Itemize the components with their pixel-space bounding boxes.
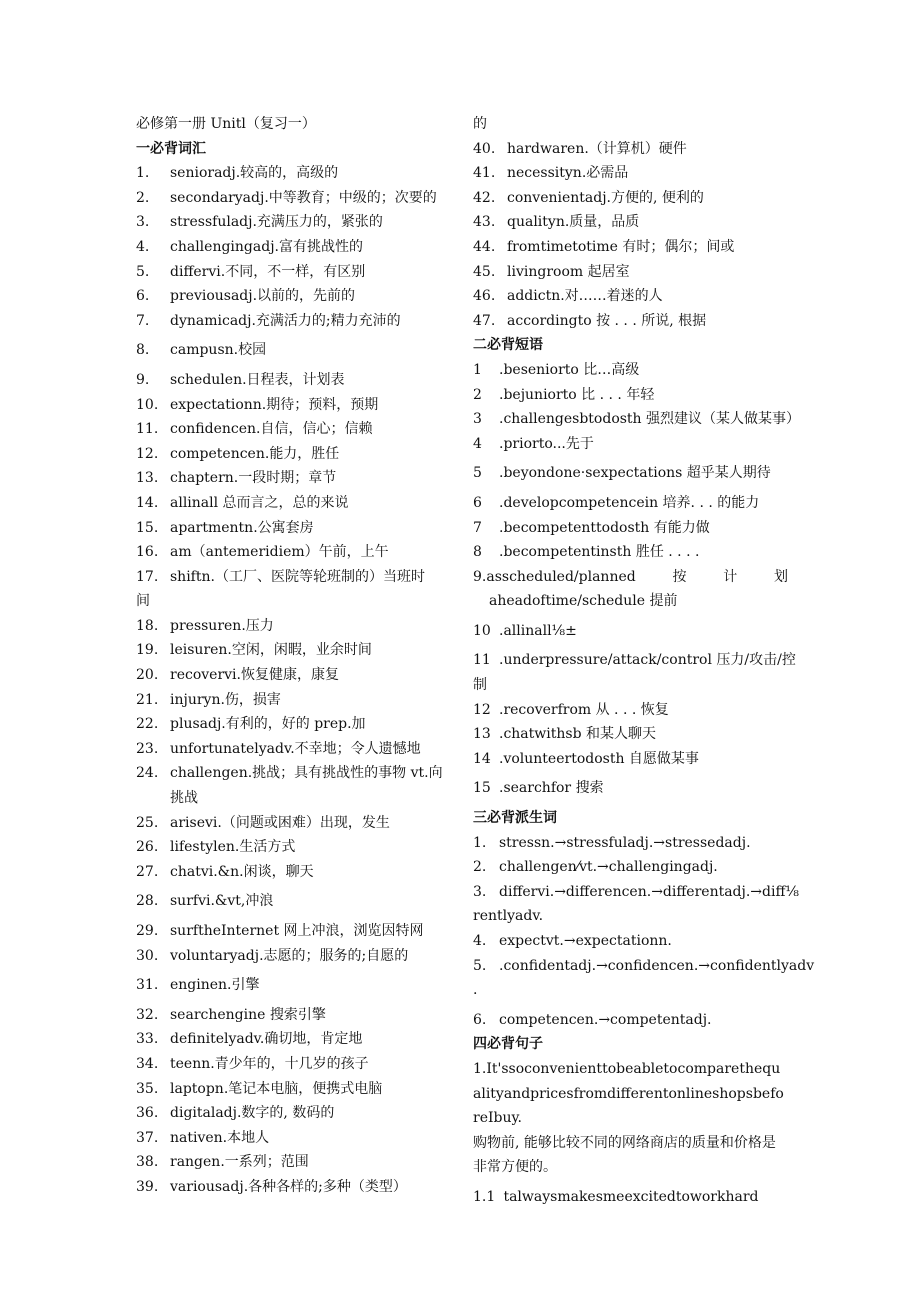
vocab-item [136, 284, 456, 309]
vocab-heading: 一必背词汇 [136, 140, 206, 157]
vocab-item [136, 540, 456, 565]
item-word: 划 [773, 568, 788, 585]
item-number: 9. [136, 371, 150, 388]
item-number: 13. [136, 470, 159, 487]
item-number: 47. [473, 312, 496, 329]
derived-item [473, 954, 815, 979]
item-text: differvi.→differencen.→differentadj.→diff⅛ [499, 883, 799, 900]
derived-item [473, 929, 788, 954]
derived-item [473, 880, 799, 905]
item-number: 10 [473, 622, 491, 639]
vocab-list [136, 161, 456, 1199]
item-text: rangen.一系列；范围 [170, 1154, 309, 1171]
item-number: 28. [136, 893, 159, 910]
item-text: .allinall⅛± [499, 622, 577, 639]
vocab-item [473, 210, 788, 235]
item-number: 11 [473, 652, 491, 669]
item-number: 35. [136, 1080, 159, 1097]
item-text: .priorto...先于 [499, 435, 594, 452]
item-number: 23. [136, 740, 159, 757]
item-text: .chatwithsb 和某人聊天 [499, 726, 656, 743]
vocab-item [473, 186, 788, 211]
item-number: 10. [136, 396, 159, 413]
item-text: livingroom 起居室 [507, 263, 630, 280]
vocab-item [136, 973, 456, 998]
item-text: lifestylen.生活方式 [170, 839, 296, 856]
item-continuation: 挑战 [170, 790, 198, 807]
vocab-item [136, 1101, 456, 1126]
item-number: 31. [136, 977, 159, 994]
item-number: 5. [473, 957, 487, 974]
item-text: stressn.→stressfuladj.→stressedadj. [499, 834, 751, 851]
vocab-item [136, 260, 456, 285]
item-text: fromtimetotime 有时；偶尔；间或 [507, 238, 735, 255]
vocab-item [136, 210, 456, 235]
item-text: necessityn.必需品 [507, 165, 629, 182]
item-number: 2. [473, 859, 487, 876]
item-text: challengen⁄vt.→challengingadj. [499, 859, 718, 876]
phrase-item [473, 776, 788, 801]
item-number: 1. [473, 834, 487, 851]
vocab-item [136, 663, 456, 688]
item-continuation: rentlyadv. [473, 908, 544, 925]
item-text: .beyondone·sexpectations 超乎某人期待 [499, 465, 771, 482]
item-number: 29. [136, 923, 159, 939]
vocab-item [136, 491, 456, 516]
item-text: recovervi.恢复健康，康复 [170, 667, 339, 684]
vocab-item [473, 309, 788, 334]
item-text: campusn.校园 [170, 342, 267, 359]
item-number: 40. [473, 140, 496, 157]
item-text: digitaladj.数字的, 数码的 [170, 1105, 335, 1122]
vocab-item [136, 1027, 456, 1052]
item-number: 5 [473, 465, 482, 482]
item-continuation: 制 [473, 677, 487, 694]
item-text: chaptern.一段时期；章节 [170, 470, 337, 487]
item-text: .searchfor 搜索 [499, 780, 604, 797]
vocab-item [136, 417, 456, 442]
item-number: 8 [473, 544, 482, 561]
vocab-item [136, 811, 456, 836]
vocab-item [473, 235, 788, 260]
item-text: accordingto 按 . . . 所说, 根据 [507, 312, 707, 329]
item-number: 15. [136, 519, 159, 536]
item-text: .developcompetencein 培养. . . 的能力 [499, 494, 760, 511]
sentence-1-translation: 购物前, 能够比较不同的网络商店的质量和价格是非常方便的。 [473, 1134, 776, 1176]
phrases-heading: 二必背短语 [473, 337, 543, 354]
item-number: 14. [136, 494, 159, 511]
item-number: 38. [136, 1154, 159, 1171]
item-number: 21. [136, 691, 159, 708]
vocab-item [136, 889, 456, 914]
item-number: 34. [136, 1055, 159, 1072]
item-text: enginen.引擎 [170, 977, 260, 994]
item-number: 12. [136, 445, 159, 462]
item-number: 2. [136, 189, 150, 206]
vocab-item [136, 393, 456, 418]
item-number: 5. [136, 263, 150, 280]
item-number: 8. [136, 342, 150, 359]
item-number: 17. [136, 568, 159, 585]
phrase-item [473, 619, 788, 644]
vocab-item [136, 338, 456, 363]
item-continuation: 间 [136, 593, 150, 610]
item-number: 25. [136, 814, 159, 831]
item-number: 1 [473, 361, 482, 378]
item-text: .volunteertodosth 自愿做某事 [499, 750, 699, 767]
item-text: surfvi.&vt,冲浪 [170, 893, 274, 910]
item-number: 27. [136, 863, 159, 880]
phrases-list [473, 358, 801, 801]
item-number: 16. [136, 544, 159, 561]
vocab-item [136, 835, 456, 860]
phrase-item [473, 491, 788, 516]
item-text: .beseniorto 比…高级 [499, 361, 640, 378]
vocab-item [136, 1077, 456, 1102]
vocab-item [136, 186, 456, 211]
item-word: 按 [672, 568, 687, 585]
item-number: 7 [473, 519, 482, 536]
item-number: 42. [473, 189, 496, 206]
derived-item [473, 1008, 788, 1033]
item-number: 46. [473, 288, 496, 305]
item-text: apartmentn.公寓套房 [170, 519, 314, 536]
item-number: 45. [473, 263, 496, 280]
item-text: searchengine 搜索引擎 [170, 1006, 326, 1023]
item-number: 13 [473, 726, 491, 743]
phrase-item [473, 747, 788, 772]
item-text: previousadj.以前的，先前的 [170, 288, 356, 305]
item-text: expectvt.→expectationn. [499, 933, 672, 949]
item-text: challengingadj.富有挑战性的 [170, 238, 363, 255]
vocab-item [136, 944, 456, 969]
item-number: 24. [136, 765, 159, 782]
vocab-item [136, 368, 456, 393]
item-number: 12 [473, 701, 491, 718]
phrase-item [473, 516, 788, 541]
item-text: am（antemeridiem）午前，上午 [170, 544, 389, 561]
derived-heading: 三必背派生词 [473, 810, 557, 827]
sentence-1: 1.It'ssoconvenienttobeabletocomparethequalityandpricesfromdifferentonlineshopsbeforeIbuy. [473, 1060, 784, 1127]
item-number: 32. [136, 1006, 159, 1023]
item-number: 3. [136, 214, 150, 231]
item-number: 36. [136, 1105, 159, 1122]
vocab-item [136, 466, 456, 491]
phrase-item [473, 432, 788, 457]
item-text: chatvi.&n.闲谈，聊天 [170, 863, 314, 880]
item-number: 20. [136, 667, 159, 684]
item-number: 44. [473, 238, 496, 255]
item-number: 6. [473, 1011, 487, 1028]
vocab-item [473, 260, 788, 285]
vocab-item [136, 516, 456, 541]
item-text: .confidentadj.→confidencen.→confidentlyadv [499, 957, 815, 974]
item-number: 9 [473, 568, 482, 585]
sentence-2-number: 1.1 [473, 1188, 496, 1205]
item-text: .bejuniorto 比 . . . 年轻 [499, 386, 655, 403]
item-continuation: aheadoftime/schedule 提前 [489, 593, 678, 610]
phrase-item [473, 540, 788, 565]
item-text: variousadj.各种各样的;多种（类型） [170, 1178, 407, 1195]
item-text: plusadj.有利的，好的 prep.加 [170, 716, 366, 733]
vocab-item [473, 161, 788, 186]
vocab-item [136, 565, 456, 590]
item-number: 15 [473, 780, 491, 797]
item-text: teenn.青少年的，十几岁的孩子 [170, 1055, 369, 1072]
right-column [473, 112, 815, 1210]
vocab-item [136, 1052, 456, 1077]
item-text: shiftn.（工厂、医院等轮班制的）当班时 [170, 568, 425, 585]
item-text: .becompetenttodosth 有能力做 [499, 519, 710, 536]
vocab-item [136, 737, 456, 762]
item-number: 3. [473, 883, 487, 900]
item-number: 6. [136, 288, 150, 305]
phrase-item [473, 722, 788, 747]
vocab-item [136, 442, 456, 467]
item-number: 4. [136, 238, 150, 255]
item-text: senioradj.较高的，高级的 [170, 165, 339, 182]
item-text: schedulen.日程表，计划表 [170, 371, 345, 388]
item-number: 3 [473, 411, 482, 428]
item-text: competencen.→competentadj. [499, 1011, 712, 1028]
item-text: dynamicadj.充满活力的;精力充沛的 [170, 312, 401, 329]
item-text: .underpressure/attack/control 压力/攻击/控 [499, 652, 796, 669]
vocab-item [136, 712, 456, 737]
vocab-item [136, 1150, 456, 1175]
derived-list [473, 831, 815, 1033]
vocab-item [136, 235, 456, 260]
item-text: competencen.能力，胜任 [170, 445, 340, 462]
derived-item [473, 855, 788, 880]
item-text: convenientadj.方便的, 便利的 [507, 189, 704, 206]
item-text: challengen.挑战；具有挑战性的事物 vt.向 [170, 765, 443, 782]
vocab-item [136, 1126, 456, 1151]
vocab-item [136, 688, 456, 713]
item-number: 4. [473, 933, 487, 949]
item-text: leisuren.空闲，闲暇，业余时间 [170, 642, 372, 659]
vocab-item [136, 161, 456, 186]
item-text: .becompetentinsth 胜任 . . . . [499, 544, 700, 561]
phrase-item [473, 698, 788, 723]
item-text: pressuren.压力 [170, 617, 274, 634]
item-number: 2 [473, 386, 482, 403]
item-number: 4 [473, 435, 482, 452]
item-number: 19. [136, 642, 159, 659]
item-text: nativen.本地人 [170, 1129, 270, 1146]
vocab-item [136, 1175, 456, 1200]
phrase-item [473, 383, 788, 408]
item-continuation: . [473, 982, 478, 999]
vocab-item [136, 919, 456, 944]
item-text: stressfuladj.充满压力的，紧张的 [170, 214, 383, 231]
vocab-item [136, 309, 456, 334]
item-number: 7. [136, 312, 150, 329]
vocab-item [136, 860, 456, 885]
left-column [136, 112, 456, 1200]
item-number: 30. [136, 947, 159, 964]
item-text: secondaryadj.中等教育；中级的；次要的 [170, 189, 437, 206]
item-text: differvi.不同，不一样，有区别 [170, 263, 366, 280]
item-number: 22. [136, 716, 159, 733]
item-text: confidencen.自信，信心；信赖 [170, 421, 373, 438]
vocab-item [473, 284, 788, 309]
vocab-list-continued [473, 137, 788, 334]
item-number: 41. [473, 165, 496, 182]
phrase-item [473, 565, 788, 590]
item-text: .asscheduled/planned [481, 568, 636, 585]
item-number: 43. [473, 214, 496, 231]
item-text: hardwaren.（计算机）硬件 [507, 140, 687, 157]
item-text: definitelyadv.确切地，肯定地 [170, 1031, 363, 1048]
item-text: .challengesbtodosth 强烈建议（某人做某事） [499, 411, 801, 428]
item-number: 6 [473, 494, 482, 511]
item-number: 1. [136, 165, 150, 182]
phrase-item [473, 358, 788, 383]
item-text: injuryn.伤，损害 [170, 691, 281, 708]
item-number: 18. [136, 617, 159, 634]
vocab-item [136, 761, 456, 786]
item-number: 39. [136, 1178, 159, 1195]
sentences-heading: 四必背句子 [473, 1036, 543, 1053]
item-number: 33. [136, 1031, 159, 1048]
sentence-2-text: talwaysmakesmeexcitedtoworkhard [503, 1188, 759, 1205]
item-text: expectationn.期待；预料，预期 [170, 396, 379, 413]
overflow-text: 的 [473, 116, 487, 132]
vocab-item [136, 614, 456, 639]
item-word: 计 [723, 568, 738, 585]
item-text: allinall 总而言之，总的来说 [170, 494, 349, 511]
item-text: .recoverfrom 从 . . . 恢复 [499, 701, 669, 718]
item-text: arisevi.（问题或困难）出现，发生 [170, 814, 390, 831]
item-text: addictn.对……着迷的人 [507, 288, 663, 305]
phrase-item [473, 648, 796, 673]
item-number: 11. [136, 421, 159, 438]
item-text: voluntaryadj.志愿的；服务的;自愿的 [170, 947, 409, 964]
item-number: 37. [136, 1129, 159, 1146]
item-text: laptopn.笔记本电脑，便携式电脑 [170, 1080, 383, 1097]
phrase-item [473, 407, 801, 432]
document-title: 必修第一册 Unitl（复习一） [136, 116, 316, 132]
derived-item [473, 831, 788, 856]
item-number: 26. [136, 839, 159, 856]
vocab-item [136, 1003, 456, 1028]
phrase-item [473, 461, 788, 486]
item-text: qualityn.质量，品质 [507, 214, 640, 231]
vocab-item [473, 137, 788, 162]
item-text: surftheInternet 网上冲浪，浏览因特网 [170, 923, 424, 939]
sentence-2 [473, 1185, 788, 1210]
vocab-item [136, 638, 456, 663]
item-number: 14 [473, 750, 491, 767]
item-text: unfortunatelyadv.不幸地；令人遗憾地 [170, 740, 421, 757]
